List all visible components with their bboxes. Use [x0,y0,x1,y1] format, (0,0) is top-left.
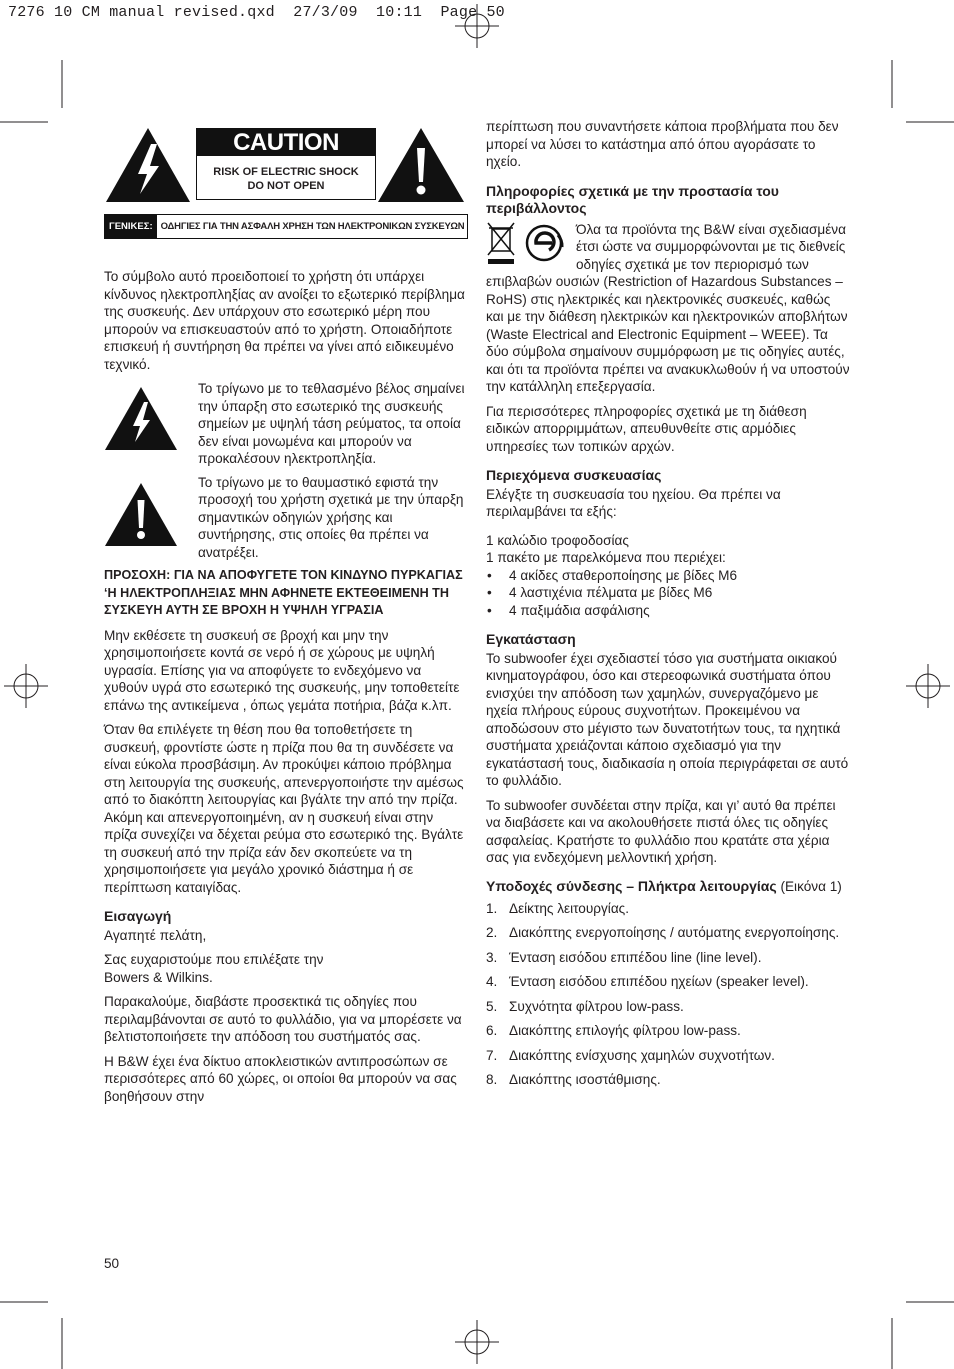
list-item: 4. Ένταση εισόδου επιπέδου ηχείων (speaker level). [486,974,809,989]
network-paragraph: Η B&W έχει ένα δίκτυο αποκλειστικών αντιπροσώπων σε περισσότερες από 60 χώρες, οι οποίοι θα μπορούν να σας βοηθήσουν στην [104,1053,457,1104]
registration-mark-right [906,664,950,708]
bolt-explanation [104,380,468,468]
list-item: 7. Διακόπτης ενίσχυσης χαμηλών συχνοτήτων. [486,1047,775,1063]
right-column [486,118,850,1096]
fire-shock-warning: ΠΡΟΣΟΧΗ: ΓΙΑ ΝΑ ΑΠΟΦΥΓΕΤΕ ΤΟΝ ΚΙΝΔΥΝΟ ΠΥΡΚΑΓΙΑΣ ‘Η ΗΛΕΚΤΡΟΠΛΗΞΙΑΣ ΜΗΝ ΑΦΗΝΕΤΕ ΕΚΤΕΘΕΙΜΕΝΗ ΤΗ ΣΥΣΚΕΥΗ ΑΥΤΗ ΣΕ ΒΡΟΧΗ Η ΥΨΗΛΗ ΥΓΡΑΣΙΑ [104,568,463,617]
list-item: 5. Συχνότητα φίλτρου low-pass. [486,998,684,1014]
installation-paragraph-1: Το subwoofer έχει σχεδιαστεί τόσο για συστήματα οικιακού κινηματογράφου, όσο και στερεοφωνικά συστήματα όπου ενισχύει την απόδοση των χαμηλών, συνεργαζόμενο με ηχεία πλήρους εύρους συχνοτήτων. Προκειμένου να αποδώσουν στο μέγιστο των δυνατοτήτων τους, τα ηχητικά συστήματα χρειάζονται κάποιο σχεδιασμό για την εγκατάστασή τους, διαδικασία η οποία περιγράφεται σε αυτό το φυλλάδιο. [486,650,849,788]
page-number: 50 [104,1256,120,1271]
general-instructions-bar [104,214,468,239]
environment-heading: Πληροφορίες σχετικά με την προστασία του περιβάλλοντος [486,182,779,216]
installation-paragraph-2: Το subwoofer συνδέεται στην πρίζα, και γι’ αυτό θα πρέπει να διαβάσετε και να ακολουθήσετε πιστά όλες τις οδηγίες ασφαλείας. Κρατήστε το φυλλάδιο που κρατάτε στα χέρια σας για ενδεχόμενη μελλοντική χρήση. [486,797,836,865]
electric-shock-warning-icon [104,126,192,204]
package-heading: Περιεχόμενα συσκευασίας [486,467,662,483]
registration-mark-left [4,664,48,708]
connections-list [486,900,850,1089]
caution-label [104,126,468,243]
exclamation-triangle-icon [104,482,178,548]
connections-figure-ref: (Εικόνα 1) [776,878,842,894]
caution-line-1: RISK OF ELECTRIC SHOCK [213,166,359,178]
list-item: 2. Διακόπτης ενεργοποίησης / αυτόματης ενεργοποίησης. [486,925,840,940]
lightning-triangle-icon [104,386,178,452]
list-item: 8. Διακόπτης ισοστάθμισης. [486,1072,661,1087]
general-text: ΟΔΗΓΙΕΣ ΓΙΑ ΤΗΝ ΑΣΦΑΛΗ ΧΡΗΣΗ ΤΩΝ ΗΛΕΚΤΡΟΝΙΚΩΝ ΣΥΣΚΕΥΩΝ [160,220,465,232]
weee-bin-icon [488,223,514,264]
thanks-line-2: Bowers & Wilkins. [104,969,213,985]
print-slug: 7276 10 CM manual revised.qxd 27/3/09 10:11 Page 50 [8,4,505,21]
list-item: • 4 ακίδες σταθεροποίησης με βίδες M6 [486,567,850,585]
greeting: Αγαπητέ πελάτη, [104,927,207,943]
package-list [486,567,850,620]
list-item: 1. Δείκτης λειτουργίας. [486,900,630,916]
package-line-1: 1 καλώδιο τροφοδοσίας [486,532,629,548]
crop-mark-top-right [890,60,954,124]
caution-box [196,128,376,200]
continued-paragraph: περίπτωση που συναντήσετε κάποια προβλήματα που δεν μπορεί να λύσει το κατάστημα από όπου αγοράσατε το ηχείο. [486,119,839,169]
connections-heading [486,879,850,894]
installation-heading: Εγκατάσταση [486,631,576,647]
list-item: • 4 λαστιχένια πέλματα με βίδες M6 [486,584,850,602]
environment-paragraph: Όλα τα προϊόντα της B&W είναι σχεδιασμένα έτσι ώστε να συμμορφώνονται με τις διεθνείς οδηγίες σχετικά με τον περιορισμό των επιβλαβών ουσιών (Restriction of Hazardous Substances – RoHS) στις ηλεκτρικές και ηλεκτρονικές συσκευές, καθώς και με την διάθεση ηλεκτρικών και ηλεκτρονικών αποβλήτων (Waste Electrical and Electronic Equipment – WEEE). Τα δύο σύμβολα σημαίνουν συμμόρφωση με τις οδηγίες αυτές, και ότι τα προϊόντα πρέπει να ανακυκλωθούν ή να υποστούν την κατάλληλη επεξεργασία. [486,221,850,394]
symbol-paragraph: Το σύμβολο αυτό προειδοποιεί το χρήστη ότι υπάρχει κίνδυνος ηλεκτροπληξίας αν ανοίξει το εξωτερικό περίβλημα της συσκευής. Δεν υπάρχουν στο εσωτερικό μέρη που μπορούν να επισκευαστούν από το χρήστη. Οποιαδήποτε επισκευή ή συντήρηση θα πρέπει να γίνει από ειδικευμένο τεχνικό. [104,269,465,372]
list-item: • 4 παξιμάδια ασφάλισης [486,602,850,620]
thanks-line-1: Σας ευχαριστούμε που επιλέξατε την [104,952,324,967]
registration-mark-bottom [455,1320,499,1364]
rohs-e-icon [527,226,562,260]
rain-paragraph: Μην εκθέσετε τη συσκευή σε βροχή και μην την χρησιμοποιήσετε κοντά σε νερό ή σε χώρους με υψηλή υγρασία. Επίσης για να αποφύγετε το ενδεχόμενο να χυθούν υγρά στο εσωτερικό της συσκευής, μην τοποθετείτε επάνω της αντικείμενα , όπως γεμάτα ποτήρια, βάζα κ.λπ. [104,627,460,713]
crop-mark-bottom-left [0,1300,64,1369]
package-line-2: 1 πακέτο με παρελκόμενα που περιέχει: [486,550,726,565]
read-paragraph: Παρακαλούμε, διαβάστε προσεκτικά τις οδηγίες που περιλαμβάνονται σε αυτό το φυλλάδιο, για να μπορέσετε να βελτιστοποιήσετε την απόδοση του συστήματός σας. [104,994,462,1044]
registration-mark-top [455,4,499,48]
connections-heading-text: Υποδοχές σύνδεσης – Πλήκτρα λειτουργίας [486,877,777,894]
caution-title: CAUTION [197,129,375,156]
exclamation-paragraph: Το τρίγωνο με το θαυμαστικό εφιστά την προσοχή του χρήστη σχετικά με την ύπαρξη σημαντικών οδηγιών χρήσης και συντήρησης, στις οποίες θα πρέπει να ανατρέξει. [198,474,464,560]
crop-mark-bottom-right [890,1300,954,1369]
exclamation-explanation [104,474,468,562]
list-item: 6. Διακόπτης επιλογής φίλτρου low-pass. [486,1023,741,1038]
more-info-paragraph: Για περισσότερες πληροφορίες σχετικά με τη διάθεση ειδικών απορριμμάτων, απευθυνθείτε στις αρμόδιες υπηρεσίες των τοπικών αρχών. [486,403,807,454]
caution-line-2: DO NOT OPEN [247,180,325,192]
bolt-paragraph: Το τρίγωνο με το τεθλασμένο βέλος σημαίνει την ύπαρξη στο εσωτερικό της συσκευής σημείων με υψηλή τάση ρεύματος, τα οποία δεν είναι μονωμένα και μπορούν να προκαλέσουν ηλεκτροπληξία. [198,381,465,466]
list-item: 3. Ένταση εισόδου επιπέδου line (line level). [486,949,762,965]
exclamation-warning-icon [376,126,466,204]
general-tag: ΓΕΝΙΚΕΣ: [105,215,157,238]
intro-heading: Εισαγωγή [104,908,172,924]
left-column [104,126,468,1112]
placement-paragraph: Όταν θα επιλέγετε τη θέση που θα τοποθετήσετε τη συσκευή, φροντίστε ώστε η πρίζα που θα τη συνδέσετε να είναι εύκολα προσβάσιμη. Αν προκύψει κάποιο πρόβλημα στη λειτουργία της συσκευής, απενεργοποιήστε την αμέσως από το διακόπτη λειτουργίας και βγάλτε την από την πρίζα. Ακόμη και απενεργοποιημένη, αν η συσκευή είναι στην πρίζα συνεχίζει να δέχεται ρεύμα στο εσωτερικό της. Βγάλτε τη συσκευή από την πρίζα εάν δεν σκοπεύετε να τη χρησιμοποιήσετε για μεγάλο χρονικό διάστημα ή σε περίπτωση καταιγίδας. [104,722,464,895]
package-paragraph: Ελέγξτε τη συσκευασία του ηχείου. Θα πρέπει να περιλαμβάνει τα εξής: [486,486,781,519]
crop-mark-top-left [0,60,64,124]
environment-icons [486,221,574,267]
